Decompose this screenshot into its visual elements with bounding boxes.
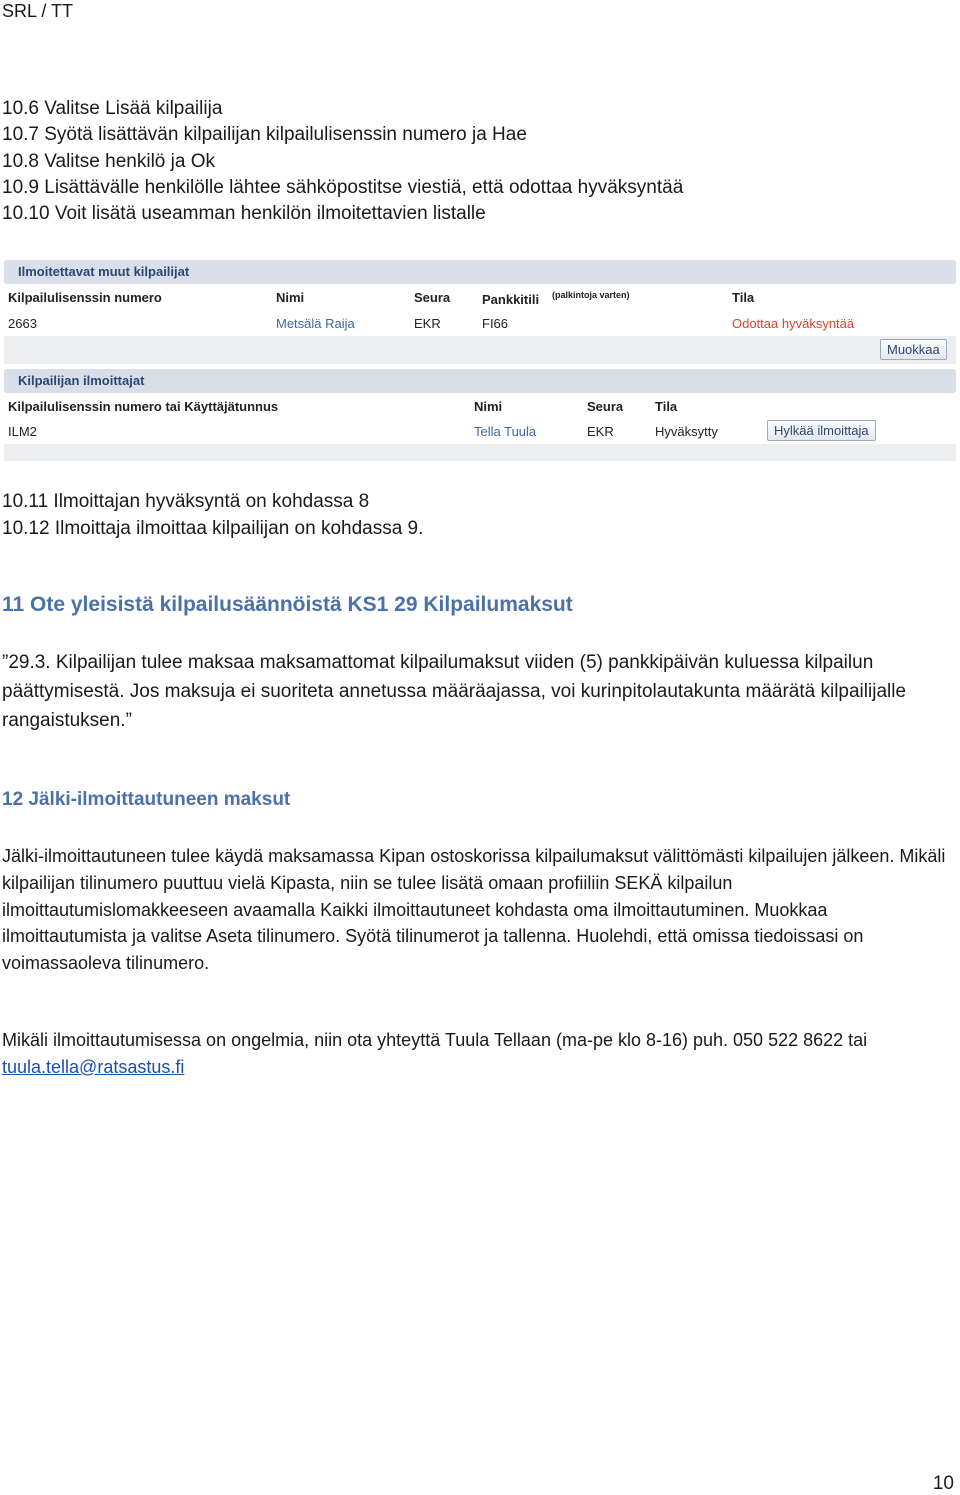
step-item: 10.10 Voit lisätä useamman henkilön ilmoitettavien listalle — [2, 203, 486, 225]
page-header: SRL / TT — [2, 1, 74, 21]
section-11-quote: ”29.3. Kilpailijan tulee maksaa maksamattomat kilpailumaksut viiden (5) pankkipäivän kuluessa kilpailun päättymisestä. Jos maksuja ei suoriteta annetussa määräajassa, voi kurinpitolautakunta määrätä kilpailijalle rangaistuksen.” — [2, 652, 907, 731]
reg-col-header-license: Kilpailulisenssin numero tai Käyttäjätunnus — [8, 399, 279, 414]
col-header-name: Nimi — [276, 290, 305, 305]
registrants-title-bar — [4, 369, 956, 393]
competitors-title-bar — [4, 260, 956, 284]
reg-col-header-name: Nimi — [474, 399, 503, 414]
col-header-club: Seura — [414, 290, 451, 305]
bank-note: (palkintoja varten) — [552, 290, 630, 300]
embedded-screenshot — [4, 258, 956, 461]
registrant-license: ILM2 — [8, 424, 37, 439]
competitor-club: EKR — [414, 316, 441, 331]
competitors-title: Ilmoitettavat muut kilpailijat — [18, 264, 190, 279]
col-header-bank: Pankkitili — [482, 292, 540, 307]
section-12-heading: 12 Jälki-ilmoittautuneen maksut — [2, 789, 291, 810]
reject-registrant-button[interactable]: Hylkää ilmoittaja — [767, 420, 876, 441]
section-12-body: Jälki-ilmoittautuneen tulee käydä maksamassa Kipan ostoskorissa kilpailumaksut välittömästi kilpailujen jälkeen. Mikäli kilpailijan tilinumero puuttuu vielä Kipasta, niin se tulee lisätä omaan profiiliin SEKÄ kilpailun ilmoittautumislomakkeeseen avaamalla Kaikki ilmoittautuneet kohdasta oma ilmoittautuminen. Muokkaa ilmoittautumista ja valitse Aseta tilinumero. Syötä tilinumerot ja tallenna. Huolehdi, että omissa tiedoissasi on voimassaoleva tilinumero. — [2, 846, 946, 974]
registrant-club: EKR — [587, 424, 614, 439]
competitor-status: Odottaa hyväksyntää — [732, 316, 855, 331]
registrants-title: Kilpailijan ilmoittajat — [18, 373, 145, 388]
page-number: 10 — [932, 1473, 954, 1494]
step-item: 10.8 Valitse henkilö ja Ok — [2, 150, 215, 172]
check-item: 10.11 Ilmoittajan hyväksyntä on kohdassa 8 — [2, 491, 370, 512]
contact-email-link[interactable]: tuula.tella@ratsastus.fi — [2, 1056, 185, 1077]
step-item: 10.7 Syötä lisättävän kilpailijan kilpailulisenssin numero ja Hae — [2, 124, 527, 146]
contact-text: Mikäli ilmoittautumisessa on ongelmia, niin ota yhteyttä Tuula Tellaan (ma-pe klo 8-16) puh. 050 522 8622 tai — [2, 1030, 868, 1050]
step-item: 10.9 Lisättävälle henkilölle lähtee sähköpostitse viestiä, että odottaa hyväksyntää — [2, 176, 684, 198]
col-header-license: Kilpailulisenssin numero — [8, 290, 162, 305]
check-list — [2, 488, 423, 542]
section-11-heading: 11 Ote yleisistä kilpailusäännöistä KS1 29 Kilpailumaksut — [2, 593, 573, 616]
step-item: 10.6 Valitse Lisää kilpailija — [2, 98, 223, 119]
competitor-bank: FI66 — [482, 316, 509, 331]
reg-col-header-status: Tila — [655, 399, 678, 414]
edit-button[interactable]: Muokkaa — [880, 339, 947, 360]
check-item: 10.12 Ilmoittaja ilmoittaa kilpailijan on kohdassa 9. — [2, 518, 424, 539]
steps-list — [2, 96, 683, 227]
competitor-name-link[interactable]: Metsälä Raija — [276, 316, 355, 331]
col-header-status: Tila — [732, 290, 755, 305]
registrants-footer — [4, 444, 956, 461]
registrant-status: Hyväksytty — [655, 424, 718, 439]
registrant-name-link[interactable]: Tella Tuula — [474, 424, 537, 439]
competitors-footer — [4, 336, 956, 364]
reg-col-header-club: Seura — [587, 399, 624, 414]
competitor-license: 2663 — [8, 316, 37, 331]
contact-paragraph — [2, 1027, 957, 1081]
